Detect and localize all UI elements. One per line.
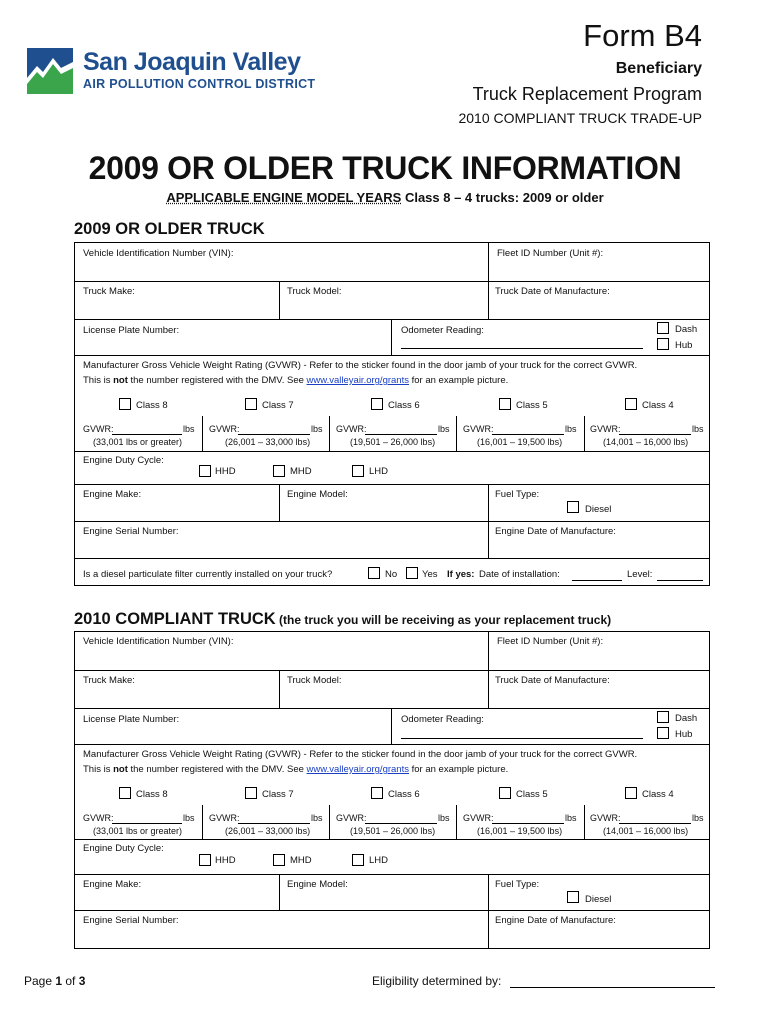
class-8-checkbox-2[interactable] [119, 787, 131, 799]
hhd-checkbox[interactable] [199, 465, 211, 477]
fuel-type-label: Fuel Type: [495, 489, 540, 500]
section-subtitle: (the truck you will be receiving as your replacement truck) [275, 613, 612, 627]
hhd-checkbox-2[interactable] [199, 854, 211, 866]
program-subtitle: 2010 COMPLIANT TRUCK TRADE-UP [458, 110, 702, 126]
eligibility-field[interactable]: Eligibility determined by: [372, 974, 502, 988]
valleyair-link[interactable]: www.valleyair.org/grants [306, 375, 409, 386]
engine-make-field-2[interactable]: Engine Make: [83, 879, 142, 890]
truck-date-field-2[interactable]: Truck Date of Manufacture: [495, 675, 610, 686]
logo-subtitle: AIR POLLUTION CONTROL DISTRICT [83, 77, 316, 91]
logo-name: San Joaquin Valley [83, 48, 301, 76]
engine-serial-field-2[interactable]: Engine Serial Number: [83, 915, 179, 926]
license-plate-field-2[interactable]: License Plate Number: [83, 714, 180, 725]
duty-cycle-label: Engine Duty Cycle: [83, 455, 164, 466]
engine-row-2: Engine Make: Engine Model: Fuel Type: Diesel [75, 875, 709, 911]
applicable-label: APPLICABLE ENGINE MODEL YEARS [166, 190, 402, 205]
gvwr-instructions-b2: This is not the number registered with the DMV. See www.valleyair.org/grants for an example picture. [83, 764, 509, 775]
gvwr-7-field-2[interactable]: GVWR: [209, 813, 240, 823]
class-8-checkbox[interactable] [119, 398, 131, 410]
gvwr-row-2: Manufacturer Gross Vehicle Weight Rating (GVWR) - Refer to the sticker found in the door jamb of your truck for the correct GVWR. This is not the number registered with the DMV. See www.valleyair.org/grants for an example picture. Class 8 Class 7 Class 6 Class 5 Class 4 GVWR: lbs (33,001 lbs or greater) GVWR: lbs (26,001 – 33,000 lbs) GVWR: lbs (19,501 – 26,000 lbs) GVWR: lbs (16,001 – 19,500 lbs) GVWR: lbs (14,001 – 16,000 lbs) [75, 745, 709, 840]
gvwr-4-field[interactable]: GVWR: [590, 424, 621, 434]
level-field[interactable]: Level: [627, 569, 653, 580]
truck-make-field-2[interactable]: Truck Make: [83, 675, 135, 686]
gvwr-4-field-2[interactable]: GVWR: [590, 813, 621, 823]
dash-checkbox[interactable] [657, 322, 669, 334]
mhd-checkbox[interactable] [273, 465, 285, 477]
engine-serial-field[interactable]: Engine Serial Number: [83, 526, 179, 537]
plate-row-2: License Plate Number: Odometer Reading: Dash Hub [75, 709, 709, 745]
gvwr-row: Manufacturer Gross Vehicle Weight Rating (GVWR) - Refer to the sticker found in the door jamb of your truck for the correct GVWR. This is not the number registered with the DMV. See www.valleyair.org/grants for an example picture. Class 8 Class 7 Class 6 Class 5 Class 4 GVWR: lbs (33,001 lbs or greater) GVWR: lbs (26,001 – 33,000 lbs) GVWR: lbs (19,501 – 26,000 lbs) GVWR: lbs (16,001 – 19,500 lbs) GVWR: lbs (14,001 – 16,000 lbs) [75, 356, 709, 452]
gvwr-6-field[interactable]: GVWR: [336, 424, 367, 434]
truck-date-field[interactable]: Truck Date of Manufacture: [495, 286, 610, 297]
gvwr-instructions: Manufacturer Gross Vehicle Weight Rating (GVWR) - Refer to the sticker found in the door jamb of your truck for the correct GVWR. [83, 360, 638, 371]
gvwr-5-field-2[interactable]: GVWR: [463, 813, 494, 823]
engine-model-field-2[interactable]: Engine Model: [287, 879, 348, 890]
dpf-row: Is a diesel particulate filter currently installed on your truck? No Yes If yes: Date of installation: Level: [75, 559, 709, 585]
hub-checkbox[interactable] [657, 338, 669, 350]
range-7: (26,001 – 33,000 lbs) [225, 437, 311, 447]
class-6-checkbox-2[interactable] [371, 787, 383, 799]
license-plate-field[interactable]: License Plate Number: [83, 325, 180, 336]
install-date-field[interactable]: Date of installation: [479, 569, 560, 580]
gvwr-6-field-2[interactable]: GVWR: [336, 813, 367, 823]
class-4-label: Class 4 [642, 400, 674, 411]
gvwr-instructions-b: Manufacturer Gross Vehicle Weight Rating (GVWR) - Refer to the sticker found in the door jamb of your truck for the correct GVWR. [83, 749, 638, 760]
dash-checkbox-2[interactable] [657, 711, 669, 723]
old-truck-form [74, 242, 710, 586]
applicable-value: Class 8 – 4 trucks: 2009 or older [401, 190, 604, 205]
dpf-question: Is a diesel particulate filter currently installed on your truck? [83, 569, 333, 580]
class-7-label: Class 7 [262, 400, 294, 411]
class-7-checkbox-2[interactable] [245, 787, 257, 799]
class-7-checkbox[interactable] [245, 398, 257, 410]
vin-row [75, 243, 709, 282]
lhd-checkbox[interactable] [352, 465, 364, 477]
engine-date-field-2[interactable]: Engine Date of Manufacture: [495, 915, 616, 926]
program-name: Truck Replacement Program [472, 84, 702, 104]
range-8: (33,001 lbs or greater) [93, 437, 183, 447]
range-6: (19,501 – 26,000 lbs) [350, 437, 436, 447]
range-5: (16,001 – 19,500 lbs) [477, 437, 563, 447]
fleet-id-field[interactable]: Fleet ID Number (Unit #): [497, 248, 604, 259]
new-truck-form [74, 631, 710, 949]
diesel-checkbox[interactable] [567, 501, 579, 513]
engine-row: Engine Make: Engine Model: Fuel Type: Diesel [75, 485, 709, 522]
gvwr-8-field-2[interactable]: GVWR: [83, 813, 114, 823]
mhd-checkbox-2[interactable] [273, 854, 285, 866]
truck-model-field[interactable]: Truck Model: [287, 286, 342, 297]
plate-row [75, 320, 709, 356]
truck-make-row [75, 282, 709, 320]
class-4-checkbox[interactable] [625, 398, 637, 410]
vin-field[interactable]: Vehicle Identification Number (VIN): [83, 248, 234, 259]
truck-model-field-2[interactable]: Truck Model: [287, 675, 342, 686]
mountain-logo-icon [27, 48, 75, 94]
gvwr-instructions-2: This is not the number registered with the DMV. See www.valleyair.org/grants for an example picture. [83, 375, 509, 386]
class-5-checkbox-2[interactable] [499, 787, 511, 799]
section-title-old-truck: 2009 OR OLDER TRUCK [74, 220, 265, 238]
applicable-years [0, 190, 770, 205]
section-title-new-truck: 2010 COMPLIANT TRUCK (the truck you will be receiving as your replacement truck) [74, 610, 612, 628]
fleet-id-field-2[interactable]: Fleet ID Number (Unit #): [497, 636, 604, 647]
duty-cycle-row-2: Engine Duty Cycle: HHD MHD LHD [75, 840, 709, 875]
hub-label: Hub [675, 340, 693, 351]
lhd-checkbox-2[interactable] [352, 854, 364, 866]
engine-model-field[interactable]: Engine Model: [287, 489, 348, 500]
engine-serial-row-2 [75, 911, 709, 948]
truck-make-row-2 [75, 671, 709, 709]
class-5-checkbox[interactable] [499, 398, 511, 410]
page-title: 2009 OR OLDER TRUCK INFORMATION [88, 150, 682, 186]
class-6-checkbox[interactable] [371, 398, 383, 410]
diesel-checkbox-2[interactable] [567, 891, 579, 903]
vin-row-2 [75, 632, 709, 671]
gvwr-7-field[interactable]: GVWR: [209, 424, 240, 434]
gvwr-8-field[interactable]: GVWR: [83, 424, 114, 434]
truck-make-field[interactable]: Truck Make: [83, 286, 135, 297]
dash-label: Dash [675, 324, 698, 335]
dpf-yes-checkbox[interactable] [406, 567, 418, 579]
hub-checkbox-2[interactable] [657, 727, 669, 739]
engine-date-field[interactable]: Engine Date of Manufacture: [495, 526, 616, 537]
gvwr-5-field[interactable]: GVWR: [463, 424, 494, 434]
page-number: Page 1 of 3 [24, 974, 86, 988]
class-8-label: Class 8 [136, 400, 168, 411]
dpf-no-checkbox[interactable] [368, 567, 380, 579]
odometer-field-2[interactable]: Odometer Reading: [401, 714, 484, 725]
range-4: (14,001 – 16,000 lbs) [603, 437, 689, 447]
engine-serial-row [75, 522, 709, 559]
district-logo [27, 48, 316, 96]
vin-field-2[interactable]: Vehicle Identification Number (VIN): [83, 636, 234, 647]
class-5-label: Class 5 [516, 400, 548, 411]
valleyair-link-2[interactable]: www.valleyair.org/grants [306, 764, 409, 775]
beneficiary-label: Beneficiary [615, 60, 702, 77]
class-4-checkbox-2[interactable] [625, 787, 637, 799]
class-6-label: Class 6 [388, 400, 420, 411]
odometer-field[interactable]: Odometer Reading: [401, 325, 484, 336]
duty-cycle-row: Engine Duty Cycle: HHD MHD LHD [75, 452, 709, 485]
engine-make-field[interactable]: Engine Make: [83, 489, 142, 500]
form-id: Form B4 [583, 18, 702, 53]
